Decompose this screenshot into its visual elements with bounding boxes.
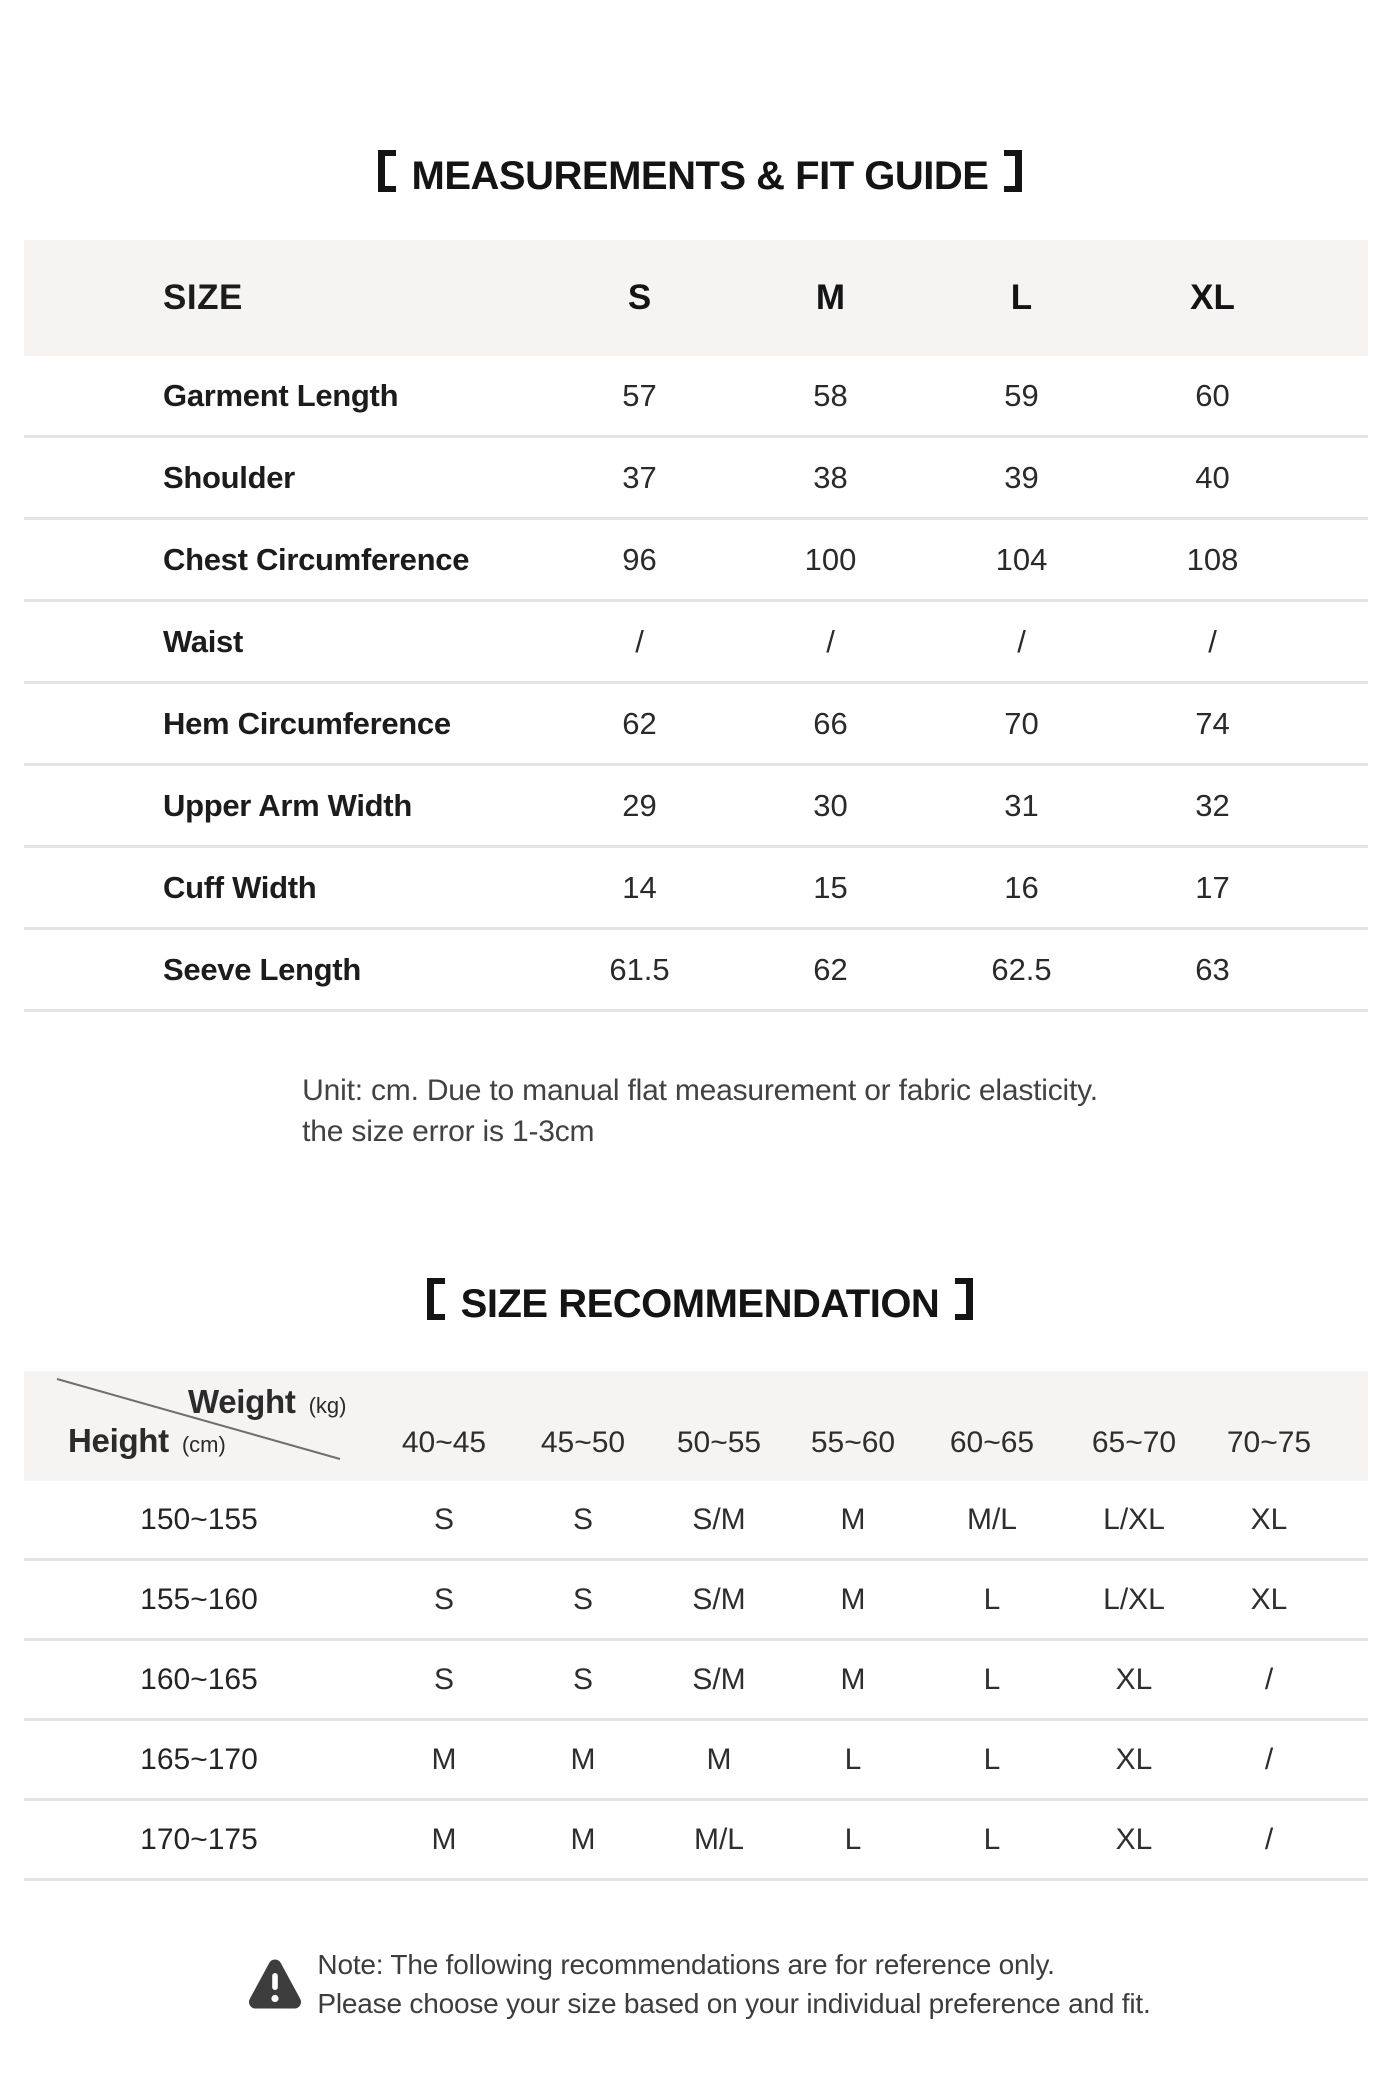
size-cell: M [431, 1822, 457, 1856]
cell-value: 39 [1004, 459, 1039, 495]
cell-value: 62.5 [991, 951, 1052, 987]
cell-value: 16 [1004, 869, 1039, 905]
recommendation-table [24, 1371, 1368, 1881]
size-cell: M [840, 1582, 866, 1616]
lenticular-bracket-left-icon [427, 1278, 445, 1320]
measurements-title [0, 0, 1400, 199]
size-cell: S/M [692, 1582, 746, 1616]
reference-note-line2: Please choose your size based on your individual preference and fit. [317, 1988, 1151, 2019]
cell-value: 62 [813, 951, 848, 987]
row-label: Garment Length [163, 377, 399, 413]
size-cell: M/L [693, 1822, 744, 1856]
cell-value: / [1208, 623, 1217, 659]
table-row-chest-circumference [24, 520, 1368, 602]
height-unit: (cm) [181, 1432, 226, 1457]
size-cell: XL [1115, 1742, 1153, 1776]
size-cell: S/M [692, 1662, 746, 1696]
cell-value: 14 [622, 869, 657, 905]
size-cell: L [844, 1822, 862, 1856]
row-label: Shoulder [163, 459, 295, 495]
table-row-shoulder [24, 438, 1368, 520]
weight-axis-label: Weight (kg) [188, 1383, 347, 1420]
recommendation-row [24, 1561, 1368, 1641]
cell-value: 30 [813, 787, 848, 823]
recommendation-table-header [24, 1371, 1368, 1481]
size-cell: M [570, 1742, 596, 1776]
size-column-l: L [1010, 278, 1033, 317]
cell-value: 62 [622, 705, 657, 741]
weight-unit: (kg) [308, 1393, 347, 1418]
recommendation-title-text: SIZE RECOMMENDATION [460, 1282, 940, 1326]
weight-column-header: 45~50 [540, 1426, 626, 1459]
cell-value: 15 [813, 869, 848, 905]
weight-column-header: 60~65 [949, 1426, 1035, 1459]
size-cell: L [983, 1662, 1001, 1696]
recommendation-title [0, 1152, 1400, 1327]
size-cell: L/XL [1103, 1502, 1165, 1536]
weight-column-header: 50~55 [676, 1426, 762, 1459]
size-column-m: M [815, 278, 846, 317]
cell-value: 70 [1004, 705, 1039, 741]
height-axis-label: Height (cm) [68, 1422, 226, 1459]
reference-note-line1: Note: The following recommendations are for reference only. [317, 1949, 1055, 1980]
weight-column-header: 70~75 [1226, 1426, 1312, 1459]
height-range-label: 165~170 [140, 1742, 258, 1776]
cell-value: 57 [622, 377, 657, 413]
size-cell: / [1264, 1662, 1274, 1696]
weight-column-header: 40~45 [401, 1426, 487, 1459]
unit-note-line2: the size error is 1-3cm [302, 1115, 595, 1148]
cell-value: 104 [995, 541, 1048, 577]
size-cell: / [1264, 1822, 1274, 1856]
height-range-label: 160~165 [140, 1662, 258, 1696]
reference-note-text [317, 1945, 1150, 2023]
table-row-garment-length [24, 356, 1368, 438]
size-cell: M [706, 1742, 732, 1776]
axis-corner-cell [24, 1371, 374, 1481]
table-row-sleeve-length [24, 930, 1368, 1012]
size-cell: S [433, 1662, 454, 1696]
table-row-hem-circumference [24, 684, 1368, 766]
size-cell: M [570, 1822, 596, 1856]
cell-value: 38 [813, 459, 848, 495]
cell-value: 108 [1186, 541, 1239, 577]
size-column-xl: XL [1190, 278, 1235, 317]
weight-column-header: 65~70 [1091, 1426, 1177, 1459]
size-column-s: S [627, 278, 652, 317]
size-cell: S [572, 1662, 593, 1696]
lenticular-bracket-right-icon [1004, 150, 1022, 192]
cell-value: / [1017, 623, 1026, 659]
table-row-waist [24, 602, 1368, 684]
size-cell: S [572, 1582, 593, 1616]
unit-note [302, 1070, 1098, 1152]
row-label: Hem Circumference [163, 705, 451, 741]
measurements-table-header [24, 240, 1368, 356]
cell-value: 59 [1004, 377, 1039, 413]
row-label: Upper Arm Width [163, 787, 412, 823]
reference-note [249, 1945, 1150, 2023]
cell-value: 29 [622, 787, 657, 823]
size-cell: S/M [692, 1502, 746, 1536]
row-label: Seeve Length [163, 951, 361, 987]
size-cell: XL [1250, 1582, 1288, 1616]
size-cell: / [1264, 1742, 1274, 1776]
size-cell: XL [1250, 1502, 1288, 1536]
cell-value: 17 [1195, 869, 1230, 905]
size-cell: L [983, 1822, 1001, 1856]
size-cell: XL [1115, 1662, 1153, 1696]
size-cell: XL [1115, 1822, 1153, 1856]
unit-note-line1: Unit: cm. Due to manual flat measurement or fabric elasticity. [302, 1074, 1098, 1107]
height-range-label: 150~155 [140, 1502, 258, 1536]
cell-value: 58 [813, 377, 848, 413]
lenticular-bracket-left-icon [378, 150, 396, 192]
table-row-cuff-width [24, 848, 1368, 930]
cell-value: 37 [622, 459, 657, 495]
row-label: Waist [163, 623, 244, 659]
size-cell: S [433, 1502, 454, 1536]
recommendation-row [24, 1721, 1368, 1801]
cell-value: 32 [1195, 787, 1230, 823]
cell-value: / [826, 623, 835, 659]
recommendation-row [24, 1481, 1368, 1561]
cell-value: 63 [1195, 951, 1230, 987]
recommendation-row [24, 1801, 1368, 1881]
size-cell: M [840, 1662, 866, 1696]
cell-value: 100 [804, 541, 857, 577]
cell-value: 66 [813, 705, 848, 741]
table-row-upper-arm-width [24, 766, 1368, 848]
cell-value: 60 [1195, 377, 1230, 413]
size-cell: L [844, 1742, 862, 1776]
weight-column-header: 55~60 [810, 1426, 896, 1459]
measurements-table [24, 240, 1368, 1012]
cell-value: 74 [1195, 705, 1230, 741]
size-cell: M/L [966, 1502, 1017, 1536]
cell-value: / [635, 623, 644, 659]
cell-value: 61.5 [609, 951, 670, 987]
lenticular-bracket-right-icon [955, 1278, 973, 1320]
height-range-label: 155~160 [140, 1582, 258, 1616]
size-cell: M [840, 1502, 866, 1536]
size-cell: L [983, 1582, 1001, 1616]
row-label: Cuff Width [163, 869, 317, 905]
size-cell: S [572, 1502, 593, 1536]
size-cell: M [431, 1742, 457, 1776]
size-cell: S [433, 1582, 454, 1616]
warning-icon [249, 1957, 301, 2011]
cell-value: 40 [1195, 459, 1230, 495]
height-range-label: 170~175 [140, 1822, 258, 1856]
cell-value: 96 [622, 541, 657, 577]
size-cell: L [983, 1742, 1001, 1776]
recommendation-row [24, 1641, 1368, 1721]
size-cell: L/XL [1103, 1582, 1165, 1616]
size-header-label: SIZE [163, 278, 243, 317]
measurements-title-text: MEASUREMENTS & FIT GUIDE [411, 154, 989, 198]
cell-value: 31 [1004, 787, 1039, 823]
row-label: Chest Circumference [163, 541, 470, 577]
